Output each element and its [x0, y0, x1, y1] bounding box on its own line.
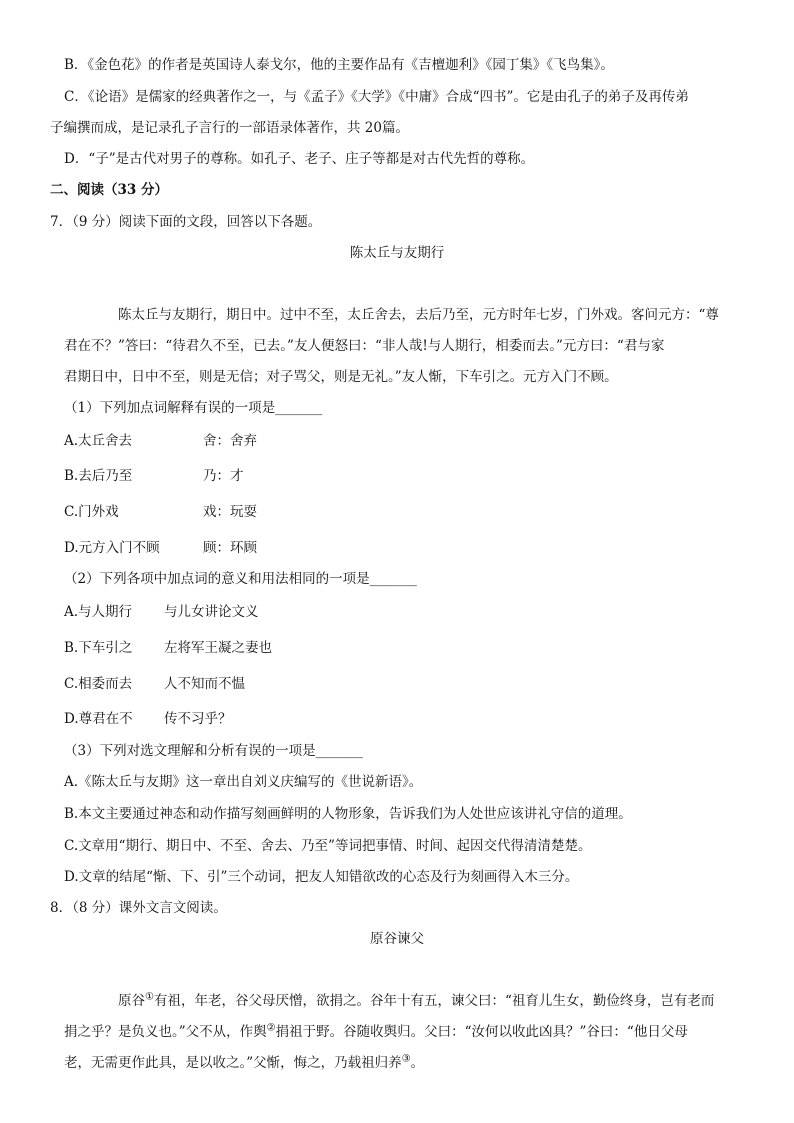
- footnote-marker: ②: [266, 1022, 276, 1034]
- q7-sub1-option-a-gloss: 舍：舍弃: [203, 433, 257, 449]
- q8-passage-line: [64, 1023, 688, 1041]
- q7-sub2-option-d: D.尊君在不: [64, 711, 133, 727]
- q7-sub2-option-b: B.下车引之: [64, 640, 133, 656]
- q7-sub3-stem: （3）下列对选文理解和分析有误的一项是_______: [64, 743, 363, 759]
- q8-intro: 8．（8 分）课外文言文阅读。: [50, 900, 227, 916]
- footnote-marker: ③: [401, 1053, 411, 1065]
- q7-passage-line: 陈太丘与友期行，期日中。过中不至，太丘舍去，去后乃至，元方时年七岁，门外戏。客问元方：“尊: [118, 307, 719, 323]
- q7-sub1-option-d: D.元方入门不顾: [64, 540, 160, 556]
- q7-sub1-option-a: A.太丘舍去: [64, 433, 133, 449]
- q8-text: 原谷: [118, 993, 145, 1009]
- q8-text: 有祖，年老，谷父母厌憎，欲捐之。谷年十有五，谏父曰：“祖育儿生女，勤俭终身，岂有老而: [153, 993, 715, 1009]
- q6-option-d: D．“子”是古代对男子的尊称。如孔子、老子、庄子等都是对古代先哲的尊称。: [64, 151, 535, 167]
- q7-sub3-option-c: C.文章用“期行、期日中、不至、舍去、乃至”等词把事情、时间、起因交代得清清楚楚。: [64, 838, 592, 854]
- footnote-marker: ①: [145, 991, 154, 1003]
- q7-sub1-option-c-gloss: 戏：玩耍: [203, 504, 257, 520]
- q7-sub3-option-b: B.本文主要通过神态和动作描写刻画鲜明的人物形象，告诉我们为人处世应该讲礼守信的道理。: [64, 806, 632, 822]
- q7-sub2-stem: （2）下列各项中加点词的意义和用法相同的一项是_______: [64, 571, 417, 587]
- q8-text: 老，无需更作此具，是以收之。”父惭，悔之，乃载祖归养: [64, 1055, 402, 1071]
- q7-sub2-option-a-compare: 与儿女讲论文义: [164, 604, 259, 620]
- q7-sub1-option-b-gloss: 乃：才: [203, 468, 244, 484]
- q7-sub1-stem: （1）下列加点词解释有误的一项是_______: [64, 400, 323, 416]
- q7-sub2-option-c: C.相委而去: [64, 676, 133, 692]
- q7-sub2-option-b-compare: 左将军王凝之妻也: [164, 640, 272, 656]
- q7-intro: 7．（9 分）阅读下面的文段，回答以下各题。: [50, 214, 322, 230]
- q6-option-c-line2: 子编撰而成，是记录孔子言行的一部语录体著作，共 20篇。: [50, 120, 409, 136]
- q8-text: 捐祖于野。谷随收舆归。父曰：“汝何以收此凶具？”谷曰：“他日父母: [275, 1024, 688, 1040]
- section-heading-reading: 二、阅读（33 分）: [50, 182, 168, 198]
- q8-passage-line: [64, 1054, 424, 1072]
- q7-sub1-option-b: B.去后乃至: [64, 468, 133, 484]
- q7-sub2-option-d-compare: 传不习乎？: [164, 711, 232, 727]
- q7-sub3-option-a: A.《陈太丘与友期》这一章出自刘义庆编写的《世说新语》。: [64, 774, 423, 790]
- q8-passage-title: 原谷谏父: [370, 931, 424, 947]
- q7-sub1-option-d-gloss: 顾：环顾: [203, 540, 257, 556]
- q7-passage-title: 陈太丘与友期行: [349, 245, 445, 261]
- q7-sub2-option-a: A.与人期行: [64, 604, 133, 620]
- q6-option-b: B．《金色花》的作者是英国诗人泰戈尔，他的主要作品有《吉檀迦利》《园丁集》《飞鸟集》。: [64, 57, 614, 73]
- q8-text: 捐之乎？是负义也。”父不从，作舆: [64, 1024, 267, 1040]
- q7-sub2-option-c-compare: 人不知而不愠: [164, 676, 245, 692]
- q8-passage-line: [118, 992, 714, 1010]
- q7-sub1-option-c: C.门外戏: [64, 504, 119, 520]
- q8-text: 。: [410, 1055, 425, 1071]
- q7-passage-line: 君在不？”答曰：“待君久不至，已去。”友人便怒曰：“非人哉!与人期行，相委而去。”元方曰：“君与家: [64, 338, 665, 354]
- q6-option-c-line1: C．《论语》是儒家的经典著作之一，与《孟子》《大学》《中庸》合成“四书”。它是由孔子的弟子及再传弟: [64, 89, 689, 105]
- q7-sub3-option-d: D.文章的结尾“惭、下、引”三个动词，把友人知错欲改的心态及行为刻画得入木三分。: [64, 869, 579, 885]
- q7-passage-line: 君期日中，日中不至，则是无信；对子骂父，则是无礼。”友人惭，下车引之。元方入门不顾。: [64, 369, 618, 385]
